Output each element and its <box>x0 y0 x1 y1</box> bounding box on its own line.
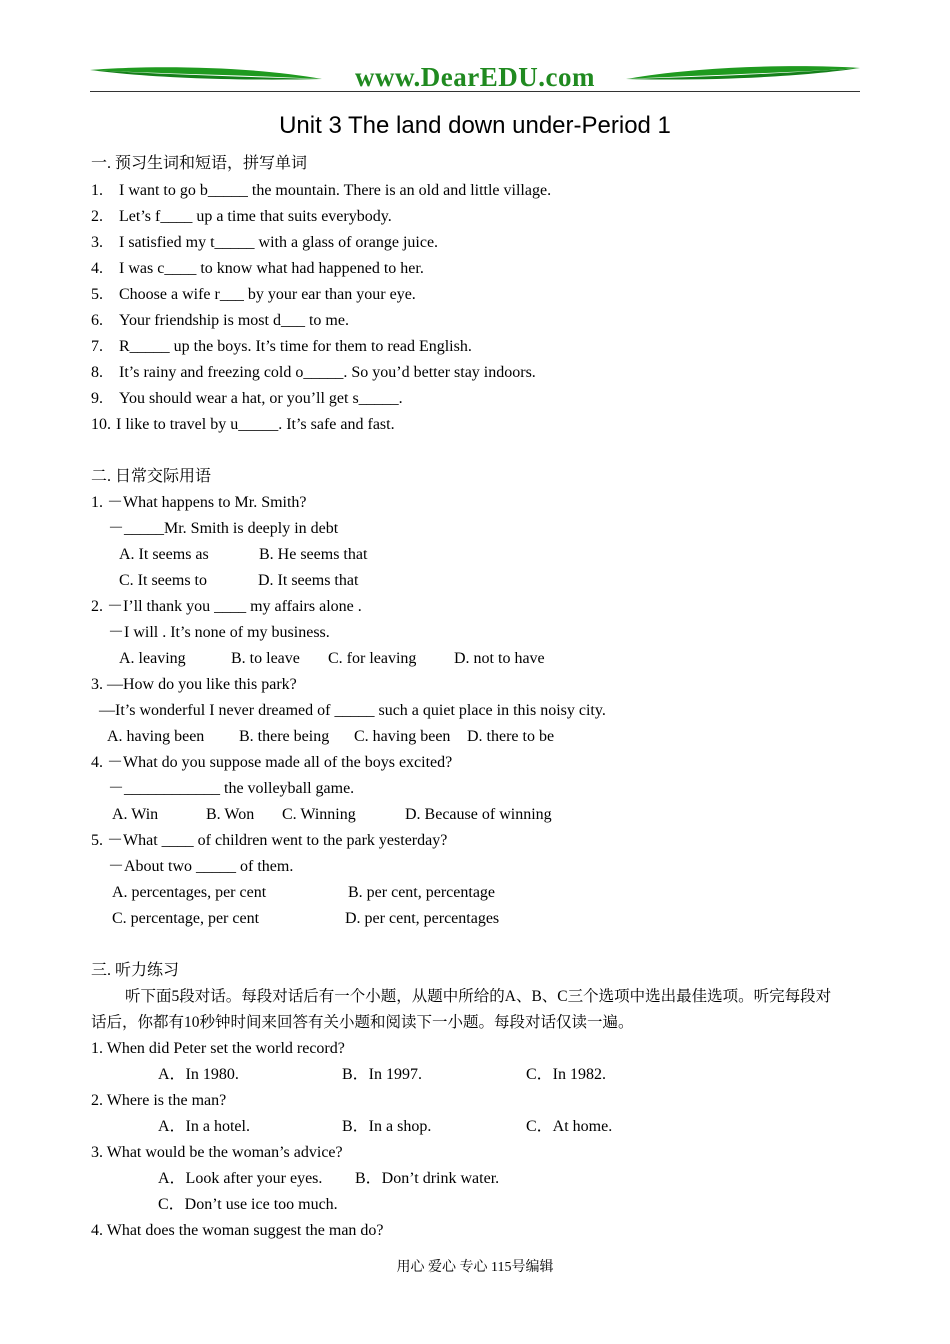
question-text: 5. －What ____ of children went to the park yesterday? <box>91 832 448 849</box>
option-c: C. percentage, per cent <box>112 910 260 927</box>
option-b: B．In 1997. <box>342 1066 423 1083</box>
option-c: C．In 1982. <box>526 1066 607 1083</box>
item-text: It’s rainy and freezing cold o_____. So you’d better stay indoors. <box>119 364 536 381</box>
item-text: R_____ up the boys. It’s time for them to read English. <box>119 338 472 355</box>
item-text: Let’s f____ up a time that suits everybody. <box>119 208 392 225</box>
option-d: D. per cent, percentages <box>345 910 500 927</box>
instruction-line: 听下面5段对话。每段对话后有一个小题，从题中所给的A、B、C三个选项中选出最佳选项。听完每段对 <box>125 988 832 1005</box>
vocab-item <box>91 311 349 331</box>
item-number: 10. <box>91 416 111 433</box>
option-d: D. It seems that <box>258 572 359 589</box>
option-d: D. not to have <box>454 650 545 667</box>
header-banner <box>90 62 860 94</box>
question-text: 1. When did Peter set the world record? <box>91 1040 345 1057</box>
option-a: A．In a hotel. <box>158 1118 250 1135</box>
item-number: 7. <box>91 338 103 355</box>
answer-line: －____________ the volleyball game. <box>108 780 355 797</box>
option-c: C．At home. <box>526 1118 613 1135</box>
section2-heading: 二. 日常交际用语 <box>91 468 212 485</box>
vocab-item <box>91 363 536 383</box>
item-text: I was c____ to know what had happened to her. <box>119 260 424 277</box>
question-text: 2. －I’ll thank you ____ my affairs alone . <box>91 598 362 615</box>
item-text: Your friendship is most d___ to me. <box>119 312 349 329</box>
option-c: C. It seems to <box>119 572 207 589</box>
section3-heading: 三. 听力练习 <box>91 962 180 979</box>
answer-line: －About two _____ of them. <box>108 858 294 875</box>
question-text: 3. —How do you like this park? <box>91 676 297 693</box>
question-text: 1. －What happens to Mr. Smith? <box>91 494 307 511</box>
page-title: Unit 3 The land down under-Period 1 <box>279 112 671 139</box>
option-b: B. there being <box>239 728 330 745</box>
item-number: 3. <box>91 234 103 251</box>
option-a: A. leaving <box>119 650 186 667</box>
page-footer: 用心 爱心 专心 115号编辑 <box>396 1260 554 1275</box>
question-text: 3. What would be the woman’s advice? <box>91 1144 343 1161</box>
option-b: B. He seems that <box>259 546 368 563</box>
instruction-line: 话后，你都有10秒钟时间来回答有关小题和阅读下一小题。每段对话仅读一遍。 <box>91 1014 634 1031</box>
vocab-item <box>91 233 438 253</box>
option-a: A. Win <box>112 806 159 823</box>
item-number: 4. <box>91 260 103 277</box>
option-a: A．In 1980. <box>158 1066 239 1083</box>
answer-line: —It’s wonderful I never dreamed of _____ such a quiet place in this noisy city. <box>99 702 606 719</box>
answer-line: －I will . It’s none of my business. <box>108 624 330 641</box>
option-a: A. It seems as <box>119 546 209 563</box>
section1-heading: 一. 预习生词和短语，拼写单词 <box>91 155 308 172</box>
option-b: B．Don’t drink water. <box>355 1170 500 1187</box>
item-text: I want to go b_____ the mountain. There is an old and little village. <box>119 182 552 199</box>
option-a: A．Look after your eyes. <box>158 1170 323 1187</box>
option-c: C. for leaving <box>328 650 417 667</box>
site-name-logo: www.DearEDU.com <box>355 62 595 92</box>
vocab-item <box>91 389 403 409</box>
option-d: D. there to be <box>467 728 555 745</box>
item-number: 1. <box>91 182 103 199</box>
vocab-item <box>91 207 392 227</box>
option-b: B. to leave <box>231 650 300 667</box>
question-text: 4. What does the woman suggest the man do? <box>91 1222 384 1239</box>
option-d: D. Because of winning <box>405 806 552 823</box>
item-number: 2. <box>91 208 103 225</box>
question-text: 4. －What do you suppose made all of the boys excited? <box>91 754 453 771</box>
item-number: 5. <box>91 286 103 303</box>
option-a: A. percentages, per cent <box>112 884 267 901</box>
vocab-item <box>91 285 416 305</box>
vocab-item <box>91 181 551 201</box>
item-number: 8. <box>91 364 103 381</box>
item-number: 6. <box>91 312 103 329</box>
option-b: B. Won <box>206 806 255 823</box>
item-text: You should wear a hat, or you’ll get s_____. <box>119 390 403 407</box>
question-text: 2. Where is the man? <box>91 1092 227 1109</box>
vocab-item <box>91 337 472 357</box>
vocab-item <box>91 415 395 435</box>
header-rule <box>90 91 860 92</box>
item-text: Choose a wife r___ by your ear than your eye. <box>119 286 416 303</box>
answer-line: －_____Mr. Smith is deeply in debt <box>108 520 339 537</box>
vocab-item <box>91 259 424 279</box>
option-c: C. having been <box>354 728 451 745</box>
item-number: 9. <box>91 390 103 407</box>
option-a: A. having been <box>107 728 205 745</box>
item-text: I satisfied my t_____ with a glass of orange juice. <box>119 234 439 251</box>
item-text: I like to travel by u_____. It’s safe and fast. <box>116 416 395 433</box>
option-c: C. Winning <box>282 806 356 823</box>
option-c: C．Don’t use ice too much. <box>158 1196 338 1213</box>
option-b: B．In a shop. <box>342 1118 432 1135</box>
option-b: B. per cent, percentage <box>348 884 496 901</box>
